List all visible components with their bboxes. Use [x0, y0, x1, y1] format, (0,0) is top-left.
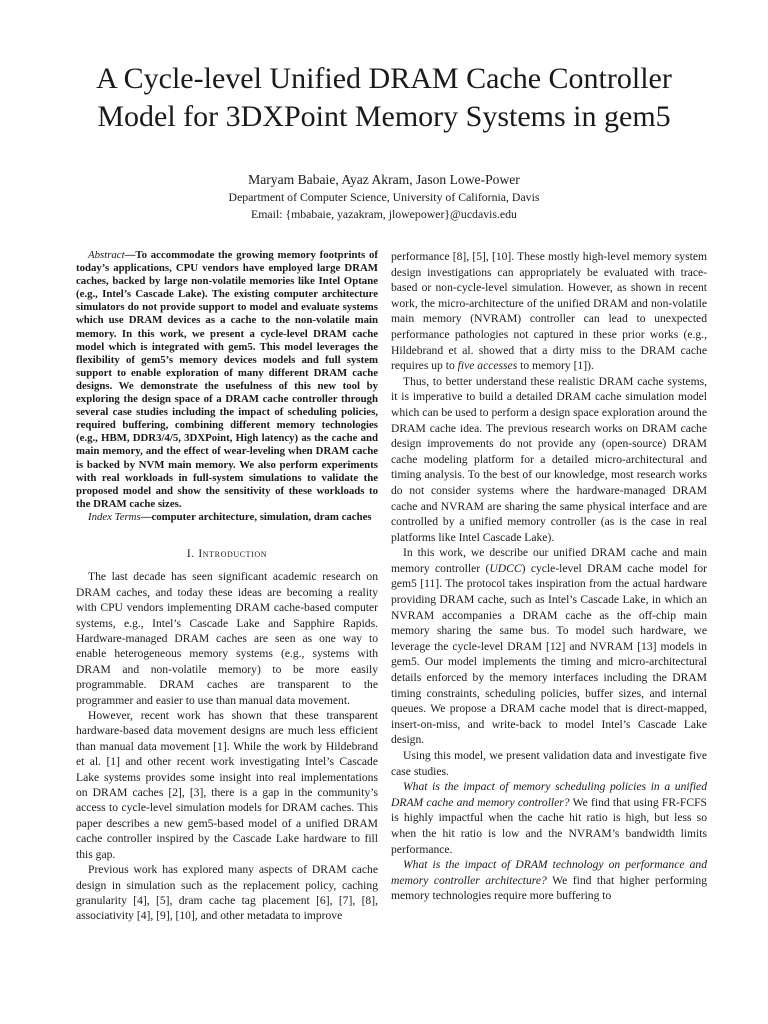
right-column — [391, 249, 707, 904]
paragraph — [391, 545, 707, 748]
emphasis: five accesses — [457, 359, 518, 373]
emphasis: UDCC — [489, 561, 522, 575]
paragraph — [391, 857, 707, 904]
paragraph — [391, 779, 707, 857]
paragraph: Using this model, we present validation data and investigate five case studies. — [391, 749, 707, 778]
author-list: Maryam Babaie, Ayaz Akram, Jason Lowe-Power — [248, 172, 520, 187]
author-email: Email: {mbabaie, yazakram, jlowepower}@ucdavis.edu — [251, 207, 517, 221]
emphasis: What is the impact of DRAM technology on performance and memory controller architecture? — [391, 858, 707, 887]
section-title: Introduction — [198, 546, 268, 560]
title-line-1: A Cycle-level Unified DRAM Cache Controller — [96, 62, 672, 95]
abstract-lead: Abstract — [88, 249, 125, 261]
section-heading-introduction — [76, 546, 378, 561]
index-terms — [76, 511, 378, 524]
text-run: to memory [1]). — [517, 359, 594, 373]
paragraph: The last decade has seen significant academic research on DRAM caches, and today these ideas are becoming a reality with CPU vendors implementing DRAM cache-based computer systems, e.g., Intel’s Cascade Lake and Sapphire Rapids. Hardware-managed DRAM caches are seen as one way to enable heterogeneous memory systems (e.g., systems with DRAM and non-volatile memory) to be more easily programmable. DRAM caches are transparent to the programmer and easier to use than manual data movement. — [76, 570, 378, 707]
paragraph: Previous work has explored many aspects of DRAM cache design in simulation such as the replacement policy, caching granularity [4], [5], dram cache tag placement [6], [7], [8], associativity [4], [9], [10], and other metadata to improve — [76, 863, 378, 923]
index-terms-lead: Index Terms — [88, 510, 141, 523]
emphasis: What is the impact of memory scheduling policies in a unified DRAM cache and memory controller? — [391, 780, 707, 809]
paragraph — [391, 249, 707, 374]
paragraph: Thus, to better understand these realistic DRAM cache systems, it is imperative to build a detailed DRAM cache simulation model which can be used to perform a design space exploration around the DRAM cache idea. The previous research works on DRAM cache design improvements do not provide any (open-source) DRAM cache modeling platform for a detailed micro-architectural and timing analysis. To the best of our knowledge, most research works do not consider systems where the hardware-managed DRAM cache and NVRAM are sharing the same physical interface and are controlled by a unified memory controller (as is the case in real platforms like Intel Cascade Lake). — [391, 374, 707, 544]
abstract — [76, 249, 378, 511]
paragraph: However, recent work has shown that these transparent hardware-based data movement designs are much less efficient than manual data movement [1]. While the work by Hildebrand et al. [1] and other recent work investigating Intel’s Cascade Lake systems provides some insight into real implementations on DRAM caches [2], [3], there is a gap in the community’s access to cycle-level simulation models for DRAM caches. This paper describes a new gem5-based model of a unified DRAM cache controller inspired by the Cascade Lake hardware to fill this gap. — [76, 709, 378, 861]
abstract-text: —To accommodate the growing memory footprints of today’s applications, CPU vendors have employed large DRAM caches, backed by large non-volatile memories like Intel Optane (e.g., Intel’s Cascade Lake). The existing computer architecture simulators do not provide support to model and evaluate systems which use DRAM devices as a cache to the non-volatile main memory. In this work, we present a cycle-level DRAM cache model which is integrated with gem5. This model leverages the flexibility of gem5’s memory devices models and full system support to enable exploration of many different DRAM cache designs. We demonstrate the usefulness of this new tool by exploring the design space of a DRAM cache controller through several case studies including the impact of scheduling policies, required buffering, combining different memory technologies (e.g., HBM, DDR3/4/5, 3DXPoint, High latency) as the cache and main memory, and the effect of wear-leveling when DRAM cache is backed by NVM main memory. We also perform experiments with real workloads in full-system simulations to validate the proposed model and show the sensitivity of these workloads to the DRAM cache sizes. — [76, 249, 378, 510]
title-line-2: Model for 3DXPoint Memory Systems in gem5 — [97, 100, 671, 133]
text-run: performance [8], [5], [10]. These mostly high-level memory system design investigations can appropriately be evaluated with trace-based or non-cycle-level simulation. However, as shown in recent work, the micro-architecture of the unified DRAM and non-volatile main memory (NVRAM) controller can lead to unexpected performance pathologies not captured in these prior works (e.g., Hildebrand et al. showed that a dirty miss to the DRAM cache requires up to — [391, 250, 707, 373]
index-terms-text: —computer architecture, simulation, dram caches — [140, 510, 372, 523]
text-run: We find that using FR-FCFS is highly impactful when the cache hit ratio is high, but less so when the hit ratio is low and the NVRAM’s bandwidth limits performance. — [391, 795, 707, 856]
text-run: In this work, we describe our unified DRAM cache and main memory controller ( — [391, 546, 707, 575]
text-run: We find that higher performing memory technologies require more buffering to — [391, 873, 707, 903]
affiliation: Department of Computer Science, University of California, Davis — [228, 190, 540, 204]
left-column — [76, 249, 378, 924]
section-number: I. — [186, 546, 199, 560]
paper-title — [40, 60, 728, 136]
text-run: ) cycle-level DRAM cache model for gem5 [11]. The protocol takes inspiration from the actual hardware providing DRAM cache, such as Intel’s Cascade Lake, in which an NVRAM accompanies a DRAM cache as the off-chip main memory sharing the same bus. To model such hardware, we leverage the cycle-level DRAM [12] and NVRAM [13] models in gem5. Our model implements the timing and micro-architectural details enforced by the memory interfaces including the DRAM timing constraints, scheduling policies, buffer sizes, and internal queues. We propose a DRAM cache model that is direct-mapped, insert-on-miss, and write-back to model Intel’s Cascade Lake design. — [391, 561, 707, 747]
